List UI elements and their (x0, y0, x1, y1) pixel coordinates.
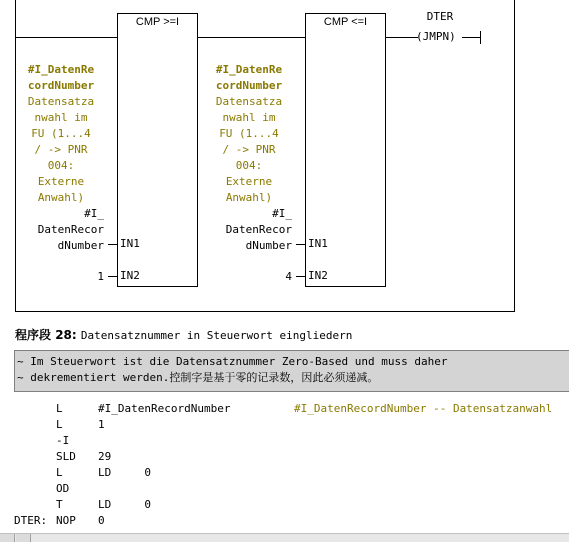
cmp-ge-operand1[interactable] (16, 62, 106, 206)
operand-symbol: #I_DatenRe cordNumber (27, 63, 95, 92)
cmp-ge-title: CMP >=I (135, 16, 180, 28)
jmpn-coil[interactable]: (JMPN) (416, 30, 456, 43)
code-line[interactable]: T LD 0 (56, 497, 151, 511)
network-right-border (514, 0, 515, 312)
cmp-le-block[interactable] (305, 13, 386, 287)
code-line[interactable]: L LD 0 (56, 465, 151, 479)
segment-title: Datensatznummer in Steuerwort eingliedern (80, 329, 353, 342)
rung-line-3 (384, 37, 418, 38)
cmp-le-operand1[interactable] (204, 62, 294, 206)
segment-number: 28 (55, 328, 72, 342)
cmp-ge-in2-wire (108, 276, 117, 277)
cmp-ge-in1-pin: IN1 (120, 237, 140, 250)
cmp-ge-operand2[interactable]: 1 (97, 270, 104, 283)
cmp-le-operand2[interactable]: 4 (285, 270, 292, 283)
cmp-le-in1-pin: IN1 (308, 237, 328, 250)
segment-prefix: 程序段 (15, 328, 56, 342)
cmp-le-in1-wire (296, 244, 305, 245)
cmp-ge-block[interactable] (117, 13, 198, 287)
cmp-ge-in1-wire (108, 244, 117, 245)
segment-header[interactable]: 程序段 28: Datensatznummer in Steuerwort eingliedern (15, 328, 353, 342)
cmp-ge-in2-pin: IN2 (120, 269, 140, 282)
cmp-le-in2-pin: IN2 (308, 269, 328, 282)
rung-line-4 (462, 37, 480, 38)
jmpn-coil-label: JMPN (422, 30, 450, 43)
code-line[interactable]: -I (56, 433, 70, 447)
cmp-le-operand1-address[interactable]: #I_ DatenRecor dNumber (225, 207, 292, 252)
rung-end-bar (480, 31, 481, 44)
code-line[interactable]: DTER: NOP 0 (14, 513, 105, 527)
jump-label[interactable]: DTER (426, 10, 454, 23)
operand-comment: Datensatza nwahl im FU (1...4 / -> PNR 004: Externe Anwahl) (215, 95, 283, 204)
cmp-le-title: CMP <=I (323, 16, 368, 28)
stl-code-table (14, 400, 552, 528)
segment-comment[interactable]: ~ Im Steuerwort ist die Datensatznummer Zero-Based und muss daher ~ dekrementiert werden.控制字是基于零的记录数，因此必须递减。 (14, 350, 569, 392)
code-line[interactable]: SLD 29 (56, 449, 112, 463)
rung-line-2 (197, 37, 305, 38)
cmp-ge-operand1-address[interactable]: #I_ DatenRecor dNumber (37, 207, 104, 252)
rung-line-1 (15, 37, 117, 38)
network-bottom-border (15, 311, 515, 312)
cmp-le-in2-wire (296, 276, 305, 277)
operand-comment: Datensatza nwahl im FU (1...4 / -> PNR 004: Externe Anwahl) (27, 95, 95, 204)
code-line[interactable]: OD (56, 481, 70, 495)
code-line[interactable]: L 1 (56, 417, 105, 431)
code-line[interactable]: L #I_DatenRecordNumber #I_DatenRecordNumber -- Datensatzanwahl (56, 401, 553, 415)
stl-code[interactable] (14, 400, 552, 528)
operand-symbol: #I_DatenRe cordNumber (215, 63, 283, 92)
